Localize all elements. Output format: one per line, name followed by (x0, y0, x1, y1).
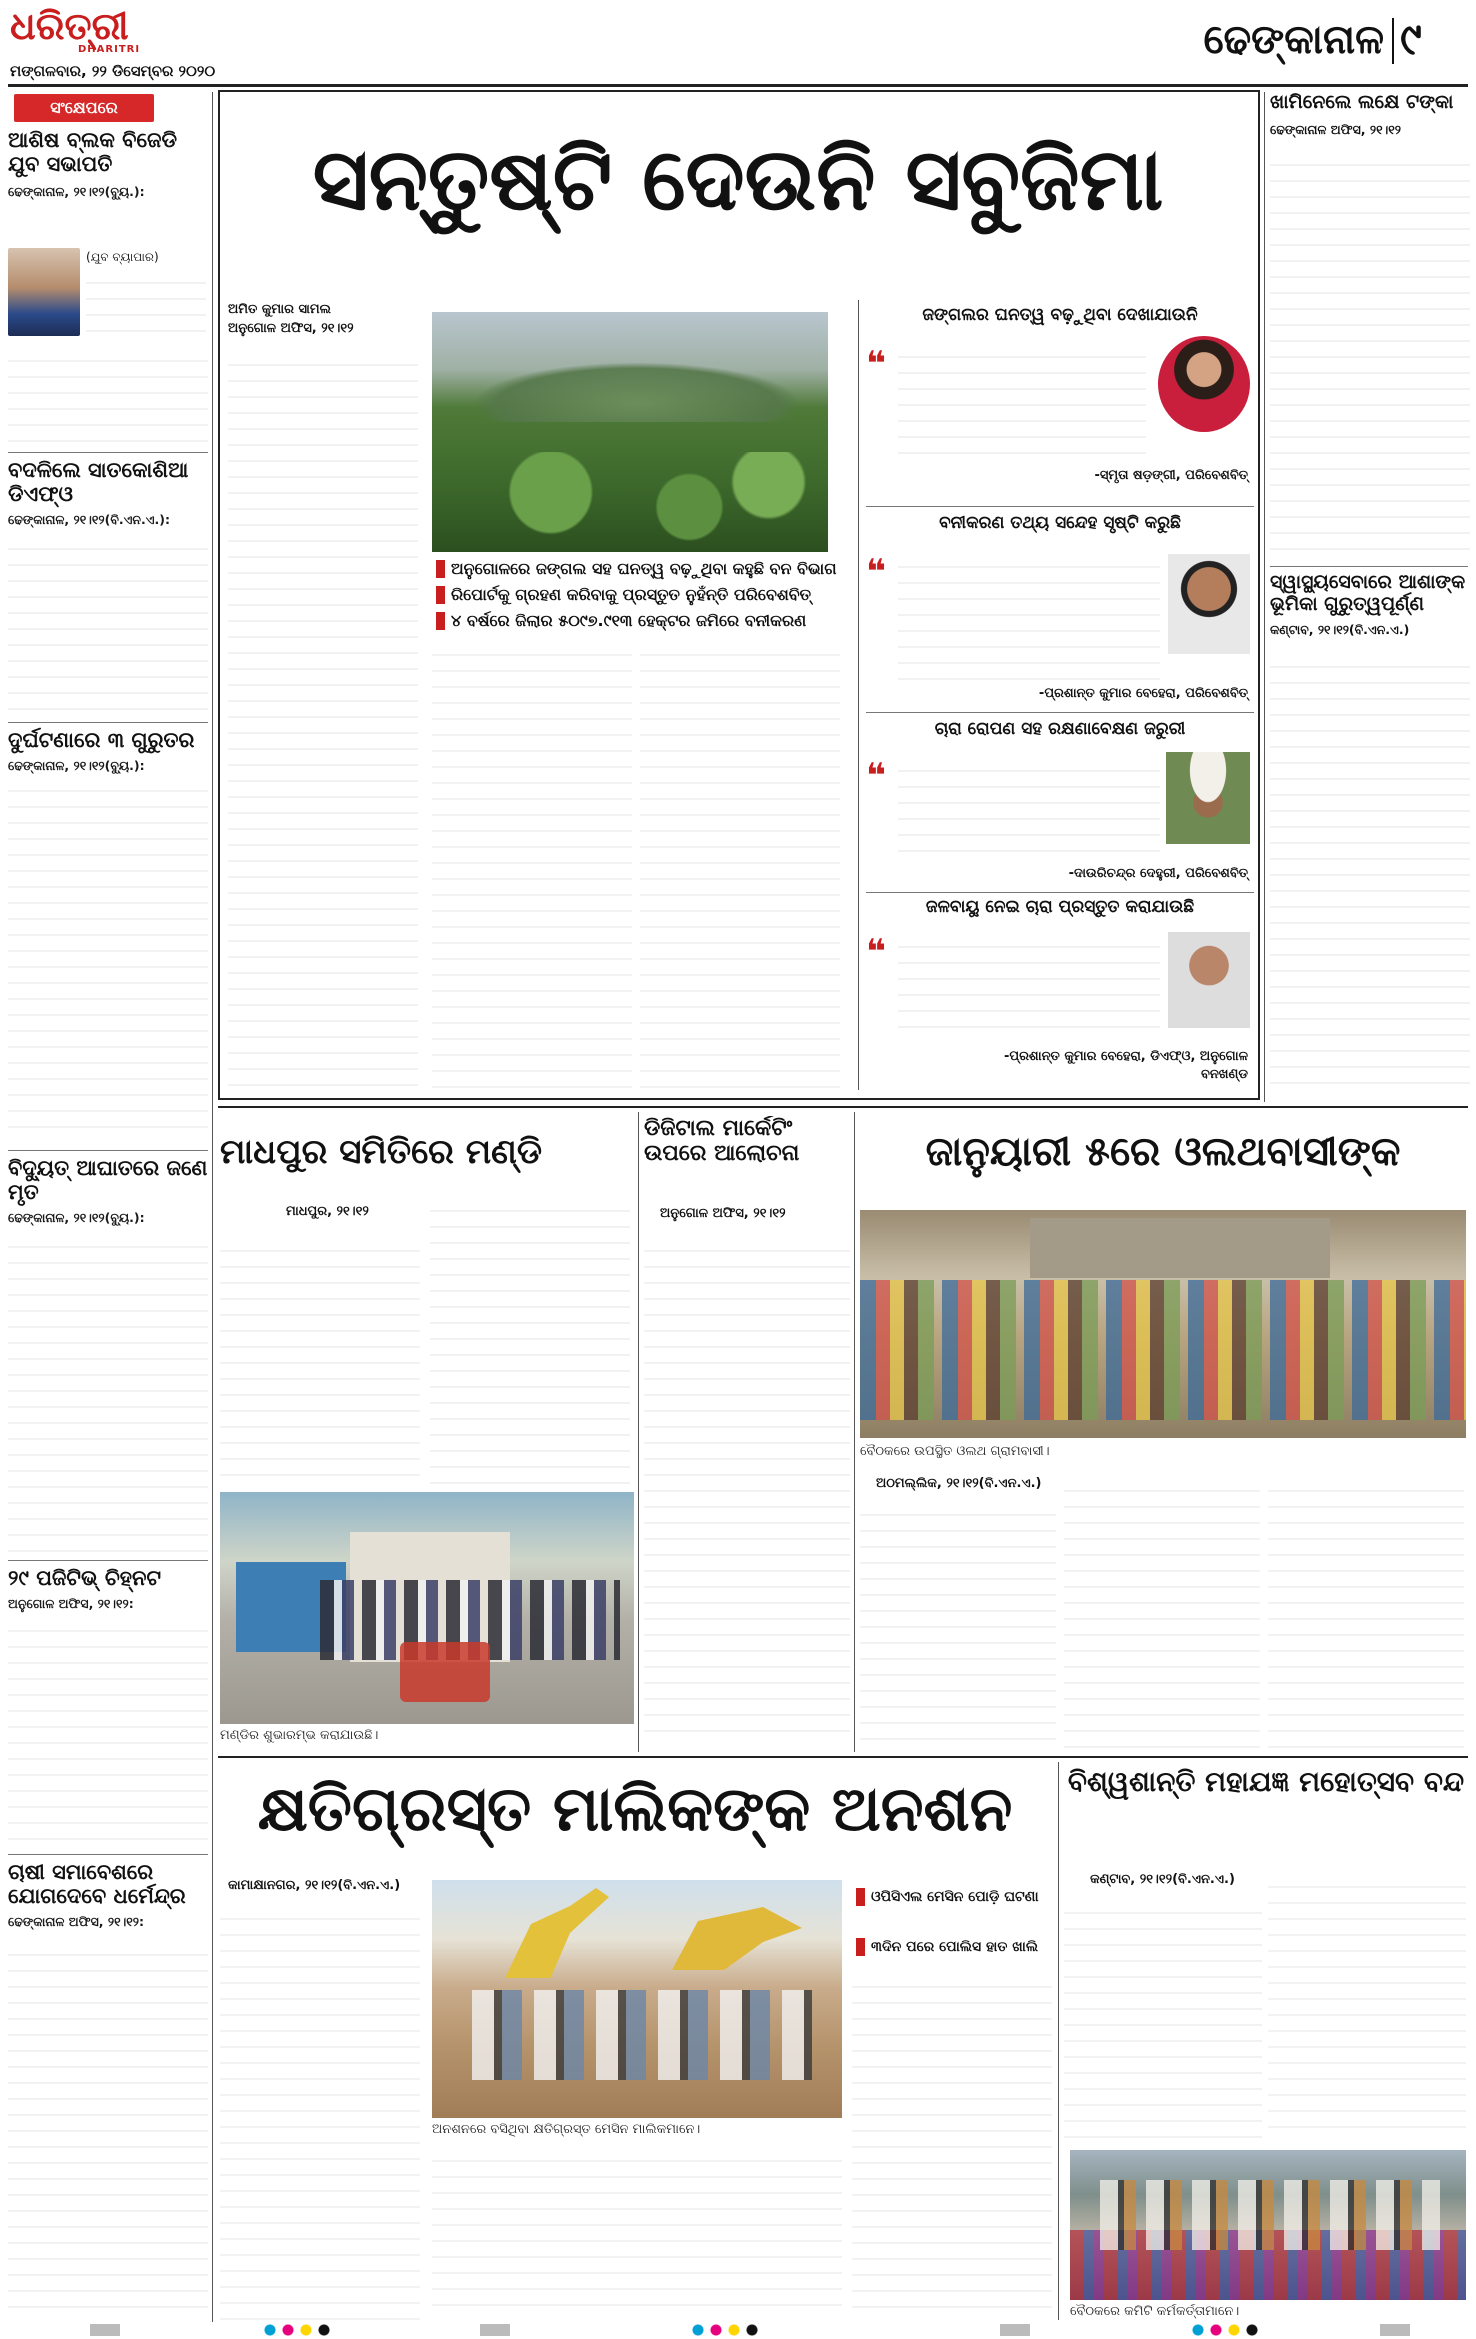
mandi-photo (220, 1492, 634, 1724)
brief-divider (8, 1854, 208, 1855)
yagna-body-col1 (1064, 1898, 1262, 2142)
brief-3 (8, 728, 208, 1146)
right-column-rule (1264, 92, 1265, 1102)
quote-icon: ❝ (866, 552, 886, 592)
brief-title: ଦୁର୍ଘଟଣାରେ ୩ ଗୁରୁତର (8, 728, 195, 752)
january-body-col2 (1064, 1476, 1260, 1750)
masthead-date: ମଙ୍ଗଳବାର, ୨୨ ଡିସେମ୍ବର ୨୦୨୦ (10, 62, 216, 80)
yagna-body-col2 (1268, 1872, 1466, 2142)
hunger-photo (432, 1880, 842, 2118)
brief-5 (8, 1566, 208, 1851)
quote-3 (866, 720, 1254, 888)
lead-highlight-1: ଅନୁଗୋଳରେ ଜଙ୍ଗଲ ସହ ଘନତ୍ୱ ବଢ଼ୁଥିବା କହୁଛି ବନ ବିଭାଗ (432, 556, 852, 582)
right-divider (1270, 566, 1468, 567)
quote-divider (866, 892, 1254, 893)
quote-divider (866, 506, 1254, 507)
mid-rule-1 (638, 1112, 639, 1752)
mid-rule-2 (854, 1112, 855, 1752)
digital-headline: ଡିଜିଟାଲ ମାର୍କେଟିଂ ଉପରେ ଆଲୋଚନା (644, 1116, 800, 1167)
right-story-title: ଖାମିନେଲେ ଲକ୍ଷେ ଟଙ୍କା (1270, 92, 1454, 113)
quote-title: ଜଙ୍ଗଲର ଘନତ୍ୱ ବଢ଼ୁଥିବା ଦେଖାଯାଉନି (922, 306, 1198, 325)
forest-photo (432, 312, 828, 552)
print-registration-strip (0, 2322, 1476, 2339)
section-title: ଢେଙ୍କାନାଳ (1203, 17, 1384, 63)
masthead-rule (8, 84, 1468, 87)
quote-attribution: -ପ୍ରଶାନ୍ତ କୁମାର ବେହେରା, ପରିବେଶବିତ୍ (1038, 686, 1248, 701)
hunger-bullet-1: ଓପିସିଏଲ ମେସିନ ପୋଡ଼ି ଘଟଣା (852, 1884, 1052, 1910)
brief-title: ବିଦ୍ୟୁତ୍ ଆଘାତରେ ଜଣେ ମୃତ (8, 1156, 208, 1205)
january-body-col3 (1268, 1476, 1464, 1750)
quote-icon: ❝ (866, 932, 886, 972)
digital-body (644, 1236, 850, 1746)
right-story-dateline: କଣ୍ଟାବ, ୨୧।୧୨(ବି.ଏନ.ଏ.) (1270, 621, 1410, 637)
quote-icon: ❝ (866, 756, 886, 796)
lead-headline: ସନ୍ତୁଷ୍ଟି ଦେଉନି ସବୁଜିମା (312, 130, 1164, 230)
brief-1 (8, 128, 208, 448)
quote-title: ବନୀକରଣ ତଥ୍ୟ ସନ୍ଦେହ ସୃଷ୍ଟି କରୁଛି (939, 514, 1181, 533)
brief-2 (8, 458, 208, 718)
brief-title: ବଦଳିଲେ ସାତକୋଶିଆ ଡିଏଫ୍ଓ (8, 458, 189, 507)
left-column-rule (212, 92, 213, 2322)
hunger-dateline: କାମାକ୍ଷାନଗର, ୨୧।୧୨(ବି.ଏନ.ଏ.) (228, 1878, 401, 1893)
hunger-body-col3 (852, 1972, 1052, 2320)
hunger-headline: କ୍ଷତିଗ୍ରସ୍ତ ମାଲିକଙ୍କ ଅନଶନ (257, 1772, 1013, 1845)
lead-body-col1 (228, 350, 418, 1090)
brief-dateline: ଢେଙ୍କାନାଳ, ୨୧।୧୨(ବି.ଏନ.ଏ.): (8, 512, 171, 528)
right-story-dateline: ଢେଙ୍କାନାଳ ଅଫିସ, ୨୧।୧୨ (1270, 121, 1401, 137)
digital-dateline: ଅନୁଗୋଳ ଅଫିସ, ୨୧।୧୨ (660, 1206, 786, 1221)
madhupur-headline: ମାଧପୁର ସମିତିରେ ମଣ୍ଡି (220, 1132, 543, 1172)
yagna-headline: ବିଶ୍ୱଶାନ୍ତି ମହାଯଜ୍ଞ ମହୋତ୍ସବ ବନ୍ଦ (1067, 1766, 1465, 1798)
brief-divider (8, 722, 208, 723)
quote-attribution: -ସ୍ମୃତା ଷଡ଼ଙ୍ଗୀ, ପରିବେଶବିତ୍ (1094, 468, 1248, 483)
january-body-col1 (860, 1500, 1056, 1750)
byline-name: ଅମିତ କୁମାର ସାମଲ (228, 302, 331, 317)
january-headline: ଜାନୁୟାରୀ ୫ରେ ଓଲଥବାସୀଙ୍କ (925, 1129, 1401, 1175)
madhupur-body-col2 (430, 1196, 630, 1484)
right-story-2 (1270, 572, 1470, 1094)
brief-title: ୨୯ ପଜିଟିଭ୍ ଚିହ୍ନଟ (8, 1566, 162, 1590)
hunger-caption: ଅନଶନରେ ବସିଥିବା କ୍ଷତିଗ୍ରସ୍ତ ମେସିନ ମାଲିକମାନେ। (432, 2122, 701, 2137)
quote-portrait (1166, 752, 1250, 844)
hunger-body-col2 (432, 2146, 842, 2320)
byline-office: ଅନୁଗୋଳ ଅଫିସ, ୨୧।୧୨ (228, 321, 354, 336)
logo-text: ଧରିତ୍ରୀ (10, 4, 129, 48)
quote-4 (866, 898, 1254, 1094)
madhupur-dateline: ମାଧପୁର, ୨୧।୧୨ (286, 1204, 369, 1219)
bottom-band-rule (218, 1756, 1468, 1758)
brief-divider (8, 452, 208, 453)
brief-title: ଚାଷୀ ସମାବେଶରେ ଯୋଗଦେବେ ଧର୍ମେନ୍ଦ୍ର (8, 1860, 186, 1909)
lead-body-col3 (640, 640, 840, 1090)
brief-divider (8, 1560, 208, 1561)
brief-dateline: ଢେଙ୍କାନାଳ ଅଫିସ, ୨୧।୧୨: (8, 1914, 144, 1930)
hunger-bullet-2: ୩ଦିନ ପରେ ପୋଲିସ ହାତ ଖାଲି (852, 1934, 1052, 1960)
brief-6 (8, 1860, 208, 2315)
logo-sub: DHARITRI (78, 44, 141, 55)
quote-portrait (1168, 554, 1250, 654)
mandi-caption: ମଣ୍ଡିର ଶୁଭାରମ୍ଭ କରାଯାଉଛି। (220, 1728, 379, 1743)
brief-4 (8, 1156, 208, 1556)
yagna-photo (1070, 2150, 1466, 2300)
brief-tag (14, 94, 154, 122)
brief-tag-label: ସଂକ୍ଷେପରେ (50, 98, 118, 117)
masthead-logo (10, 4, 240, 60)
madhupur-body-col1 (220, 1236, 420, 1484)
brief-photo (8, 248, 80, 336)
quote-title: ଜଳବାୟୁ ନେଇ ଚାରା ପ୍ରସ୍ତୁତ କରାଯାଉଛି (925, 898, 1195, 917)
lead-highlight-3: ୪ ବର୍ଷରେ ଜିଲାର ୫୦୯୭.୯୧୩ ହେକ୍ଟର ଜମିରେ ବନୀକରଣ (432, 608, 852, 634)
hunger-body-col1 (220, 1904, 420, 2320)
quote-icon: ❝ (866, 344, 886, 384)
brief-title: ଆଶିଷ ବ୍ଲକ ବିଜେଡି ଯୁବ ସଭାପତି (8, 128, 178, 177)
villagers-caption: ବୈଠକରେ ଉପସ୍ଥିତ ଓଲଥ ଗ୍ରାମବାସୀ। (860, 1444, 1050, 1459)
brief-dateline: ଢେଙ୍କାନାଳ, ୨୧।୧୨(ବ୍ୟୁ.): (8, 758, 145, 774)
brief-dateline: ଅନୁଗୋଳ ଅଫିସ, ୨୧।୧୨: (8, 1596, 134, 1612)
quote-title: ଚାରା ରୋପଣ ସହ ରକ୍ଷଣାବେକ୍ଷଣ ଜରୁରୀ (934, 720, 1186, 739)
quote-portrait (1158, 336, 1250, 432)
quote-2 (866, 514, 1254, 706)
january-dateline: ଅଠମଲ୍ଲିକ, ୨୧।୧୨(ବି.ଏନ.ଏ.) (876, 1476, 1042, 1491)
brief-photo-caption: (ଯୁବ ବ୍ୟାପାର) (86, 250, 159, 264)
yagna-caption: ବୈଠକରେ କମିଟି କର୍ମକର୍ତ୍ତାମାନେ। (1070, 2304, 1240, 2319)
brief-divider (8, 1150, 208, 1151)
right-story-title: ସ୍ୱାସ୍ଥ୍ୟସେବାରେ ଆଶାଙ୍କ ଭୂମିକା ଗୁରୁତ୍ୱପୂର୍ଣ୍ଣ (1270, 572, 1466, 615)
quote-attribution: -ଦାଉରିଚନ୍ଦ୍ର ଦେହୁରୀ, ପରିବେଶବିତ୍ (1068, 866, 1248, 881)
middle-band-rule (218, 1106, 1468, 1108)
page-number-rule (1392, 18, 1394, 64)
left-column (8, 92, 208, 2322)
right-story-1 (1270, 92, 1470, 562)
lead-body-col2 (432, 640, 632, 1090)
page-number: ୯ (1400, 14, 1422, 65)
quote-attribution: -ପ୍ରଶାନ୍ତ କୁମାର ବେହେରା, ଡିଏଫ୍ଓ, ଅନୁଗୋଳ ବନଖଣ୍ଡ (1003, 1049, 1248, 1083)
lead-byline (228, 302, 418, 346)
lead-highlight-2: ରିପୋର୍ଟକୁ ଗ୍ରହଣ କରିବାକୁ ପ୍ରସ୍ତୁତ ନୁହଁନ୍ତି ପରିବେଶବିତ୍ (432, 582, 852, 608)
brief-dateline: ଢେଙ୍କାନାଳ, ୨୧।୧୨(ବ୍ୟୁ.): (8, 1210, 145, 1226)
quote-divider (866, 712, 1254, 713)
quote-1 (866, 306, 1254, 496)
quote-panel-rule (858, 300, 859, 1090)
bottom-rule (1058, 1762, 1059, 2320)
brief-dateline: ଢେଙ୍କାନାଳ, ୨୧।୧୨(ବ୍ୟୁ.): (8, 184, 145, 200)
villagers-photo (860, 1210, 1466, 1438)
yagna-dateline: କଣ୍ଟାବ, ୨୧।୧୨(ବି.ଏନ.ଏ.) (1090, 1872, 1235, 1887)
quote-portrait (1168, 932, 1250, 1028)
